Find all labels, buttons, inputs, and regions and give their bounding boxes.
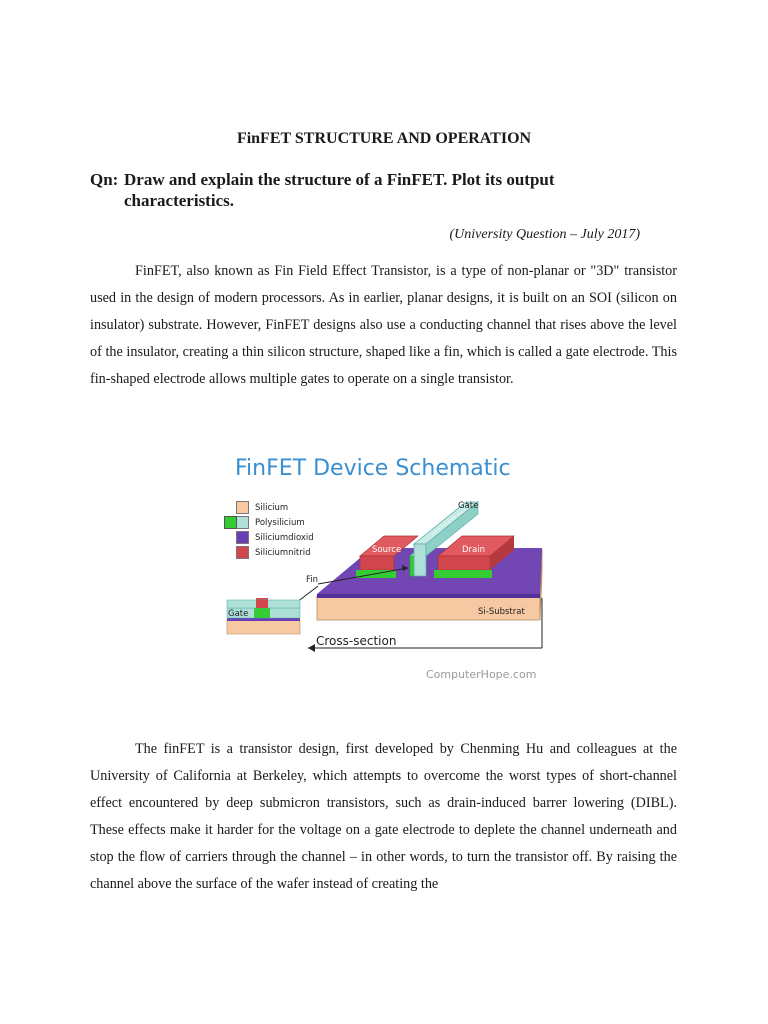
gate-cross-label: Gate (228, 609, 249, 619)
figure-credit: ComputerHope.com (426, 668, 537, 681)
cross-section-label: Cross-section (316, 634, 397, 648)
paragraph-2: The finFET is a transistor design, first developed by Chenming Hu and colleagues at the University of California at Berkeley, which attempts to overcome the worst types of short-channel effect encountered by deep submicron transistors, such as drain-induced barrer lowering (DIBL). These effects make it harder for the voltage on a gate electrode to deplete the channel underneath and stop the flow of carriers through the channel – in other words, to turn the transistor off. By raising the channel above the surface of the wafer instead of creating the (90, 741, 677, 892)
legend-swatch (236, 546, 249, 559)
figure-legend (224, 500, 314, 560)
legend-label: Silicium (255, 502, 289, 513)
legend-item-siliciumdioxid (224, 530, 314, 545)
question-line-2: characteristics. (124, 191, 234, 210)
source-label: Source (372, 545, 402, 555)
legend-label: Polysilicium (255, 517, 305, 528)
document-title: FinFET STRUCTURE AND OPERATION (236, 130, 532, 147)
legend-item-polysilicium (224, 515, 314, 530)
figure-title: FinFET Device Schematic (235, 456, 511, 481)
finfet-schematic-illustration (222, 448, 552, 688)
question (90, 169, 610, 211)
legend-swatch-green (224, 516, 237, 529)
legend-item-siliciumnitrid (224, 545, 314, 560)
gate-top-label: Gate (458, 501, 479, 511)
finfet-schematic-figure (222, 448, 552, 688)
legend-swatch (236, 531, 249, 544)
question-line-1: Draw and explain the structure of a FinFET. Plot its output (124, 170, 555, 189)
legend-label: Siliciumnitrid (255, 547, 311, 558)
paragraph-1: FinFET, also known as Fin Field Effect Transistor, is a type of non-planar or "3D" transistor used in the design of modern processors. As in earlier, planar designs, it is built on an SOI (silicon on insulator) substrate. However, FinFET designs also use a conducting channel that rises above the level of the insulator, creating a thin silicon structure, shaped like a fin, which is called a gate electrode. This fin-shaped electrode allows multiple gates to operate on a single transistor. (90, 263, 677, 387)
drain-label: Drain (462, 545, 485, 555)
substrate-label: Si-Substrat (478, 607, 525, 617)
legend-item-silicium (224, 500, 314, 515)
fin-label: Fin (306, 575, 319, 585)
legend-label: Siliciumdioxid (255, 532, 314, 543)
question-label: Qn: (90, 170, 119, 189)
legend-swatch (236, 501, 249, 514)
question-source: (University Question – July 2017) (449, 227, 640, 242)
legend-swatch (236, 516, 249, 529)
